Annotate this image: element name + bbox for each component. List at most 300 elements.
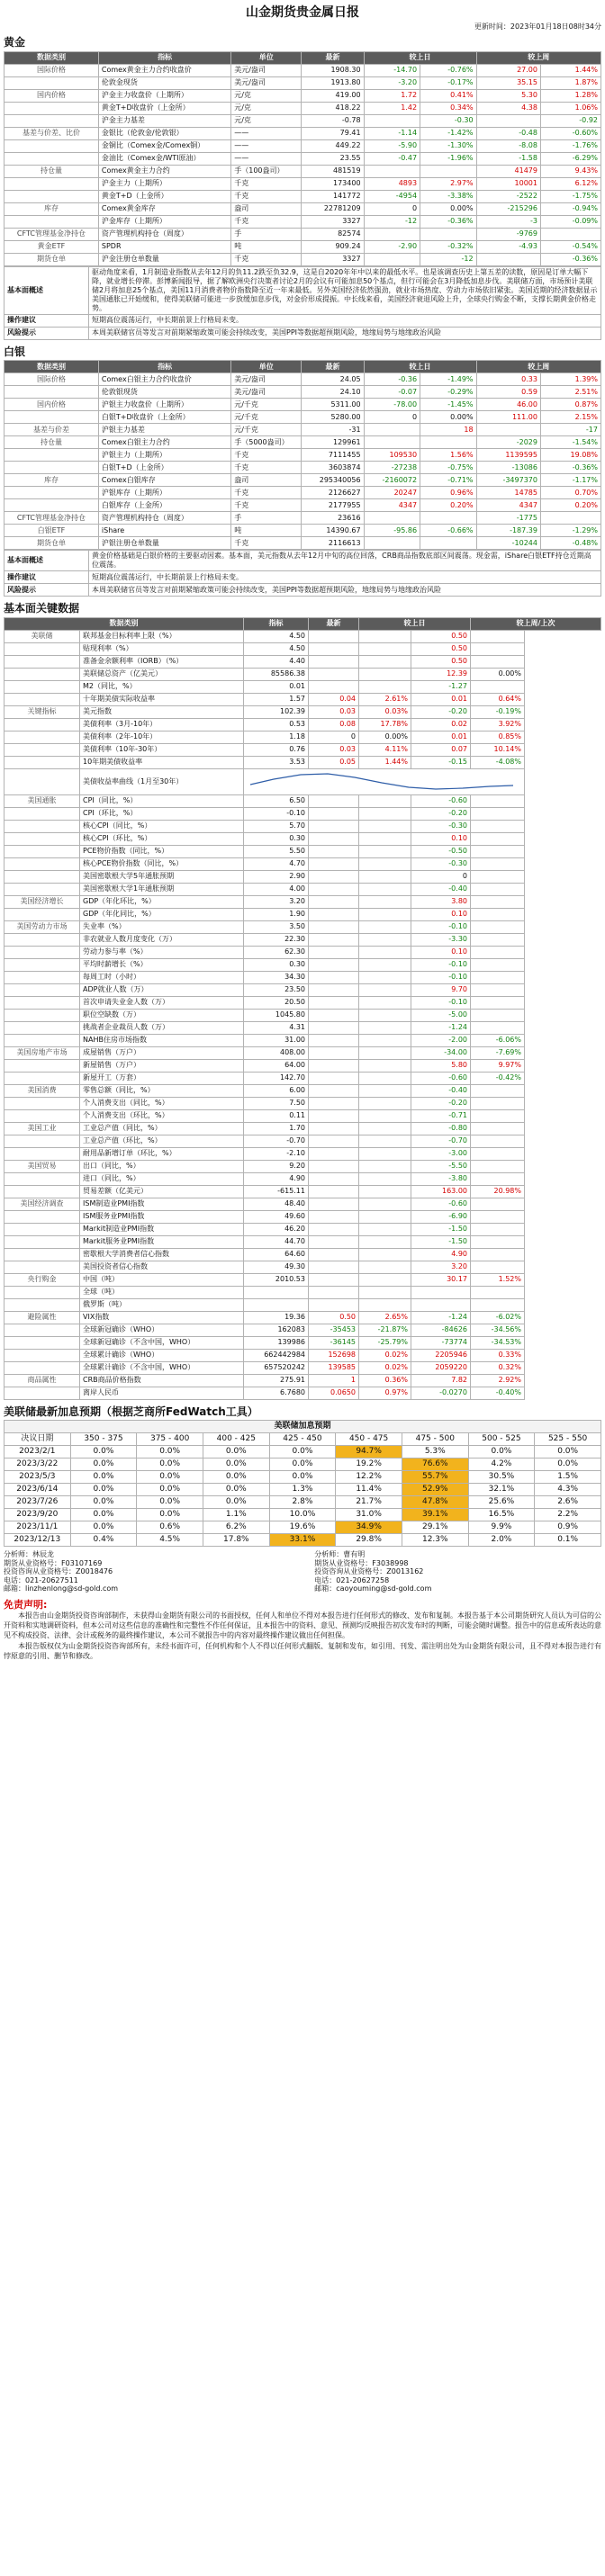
macro-cell bbox=[309, 668, 359, 680]
macro-cell bbox=[471, 630, 525, 642]
page-title: 山金期货贵金属日报 bbox=[246, 5, 359, 20]
gold-cell: 23.55 bbox=[302, 152, 364, 165]
macro-cell: -0.80 bbox=[411, 1122, 471, 1135]
silver-cell: 美元/盎司 bbox=[231, 373, 302, 386]
macro-cell bbox=[5, 1324, 80, 1336]
silver-cell: 0.33 bbox=[476, 373, 540, 386]
silver-cell: Comex白银主力合约收盘价 bbox=[98, 373, 230, 386]
gold-cell: 5.30 bbox=[476, 89, 540, 102]
macro-cell bbox=[5, 1172, 80, 1185]
macro-cell bbox=[359, 1147, 411, 1160]
silver-row bbox=[5, 462, 601, 474]
macro-cell: 个人消费支出（同比，%） bbox=[80, 1097, 244, 1109]
gold-cell: 国际价格 bbox=[5, 64, 99, 76]
macro-cell bbox=[309, 933, 359, 946]
macro-cell bbox=[5, 1298, 80, 1311]
macro-cell bbox=[309, 996, 359, 1009]
macro-cell: 0.50 bbox=[411, 655, 471, 668]
macro-cell bbox=[309, 971, 359, 983]
gold-cell: 黄金ETF bbox=[5, 240, 99, 253]
macro-cell bbox=[5, 668, 80, 680]
fed-cell: 1.5% bbox=[535, 1470, 601, 1483]
gold-row bbox=[5, 228, 601, 240]
macro-cell: -34.56% bbox=[471, 1324, 525, 1336]
contact-line: 电话：021-20627258 bbox=[314, 1575, 390, 1584]
macro-cell: 全球新冠确诊（WHO） bbox=[80, 1324, 244, 1336]
gold-cell: 千克 bbox=[231, 190, 302, 202]
macro-cell: 7.82 bbox=[411, 1374, 471, 1387]
macro-cell: -0.40% bbox=[471, 1387, 525, 1399]
macro-cell: -0.10 bbox=[411, 920, 471, 933]
fed-cell: 12.2% bbox=[336, 1470, 402, 1483]
macro-cell bbox=[5, 1361, 80, 1374]
macro-row bbox=[5, 946, 601, 958]
macro-cell bbox=[309, 1097, 359, 1109]
gold-header-1: 指标 bbox=[98, 51, 230, 64]
gold-row bbox=[5, 215, 601, 228]
silver-cell: -78.00 bbox=[364, 399, 420, 411]
macro-cell bbox=[359, 1286, 411, 1298]
macro-cell: -2.00 bbox=[411, 1034, 471, 1046]
fed-cell: 17.8% bbox=[203, 1533, 269, 1546]
gold-cell: 3327 bbox=[302, 253, 364, 265]
macro-row bbox=[5, 731, 601, 743]
macro-cell bbox=[359, 1009, 411, 1021]
contact-line: 邮箱：caoyouming@sd-gold.com bbox=[314, 1584, 432, 1593]
macro-cell bbox=[5, 1235, 80, 1248]
gold-cell: -6.29% bbox=[540, 152, 600, 165]
macro-cell bbox=[359, 1084, 411, 1097]
gold-basics-label: 基本面概述 bbox=[5, 266, 89, 314]
macro-cell: 央行购金 bbox=[5, 1273, 80, 1286]
macro-cell bbox=[309, 1160, 359, 1172]
macro-cell bbox=[359, 1135, 411, 1147]
macro-row bbox=[5, 794, 601, 807]
silver-cell: 美元/盎司 bbox=[231, 386, 302, 399]
gold-cell: -0.36% bbox=[420, 215, 477, 228]
macro-cell bbox=[5, 1349, 80, 1361]
macro-row bbox=[5, 1147, 601, 1160]
macro-cell: 4.70 bbox=[244, 857, 309, 870]
gold-cell: 千克 bbox=[231, 215, 302, 228]
silver-row bbox=[5, 424, 601, 436]
macro-cell: 0.08 bbox=[309, 718, 359, 731]
fed-row bbox=[5, 1521, 601, 1533]
macro-cell bbox=[359, 946, 411, 958]
fed-section-title: 美联储最新加息预期（根据芝商所FedWatch工具） bbox=[4, 1405, 258, 1418]
gold-cell: SPDR bbox=[98, 240, 230, 253]
gold-cell: 1.72 bbox=[364, 89, 420, 102]
macro-cell: 1.52% bbox=[471, 1273, 525, 1286]
silver-cell: 295340056 bbox=[302, 474, 364, 487]
macro-section-title: 基本面关键数据 bbox=[4, 602, 80, 615]
gold-cell: 1.28% bbox=[540, 89, 600, 102]
macro-cell: 0.30 bbox=[244, 832, 309, 845]
macro-cell bbox=[359, 1261, 411, 1273]
contact-line: 分析师：林辰龙 bbox=[4, 1549, 54, 1558]
gold-cell: -2.90 bbox=[364, 240, 420, 253]
macro-cell bbox=[309, 908, 359, 920]
macro-cell: 2205946 bbox=[411, 1349, 471, 1361]
macro-cell: -1.50 bbox=[411, 1235, 471, 1248]
macro-row bbox=[5, 1046, 601, 1059]
fed-cell: 52.9% bbox=[402, 1483, 468, 1495]
macro-cell: 1.57 bbox=[244, 693, 309, 705]
macro-row bbox=[5, 1021, 601, 1034]
fed-cell: 0.0% bbox=[70, 1495, 137, 1508]
fed-cell: 2023/2/1 bbox=[5, 1445, 71, 1458]
fed-row bbox=[5, 1508, 601, 1521]
silver-cell: -2160072 bbox=[364, 474, 420, 487]
macro-row bbox=[5, 870, 601, 883]
fed-header-4: 425 - 450 bbox=[269, 1432, 336, 1445]
macro-cell: 1.70 bbox=[244, 1122, 309, 1135]
macro-cell: 9.97% bbox=[471, 1059, 525, 1072]
macro-cell: GDP（年化同比，%） bbox=[80, 908, 244, 920]
macro-cell: 139585 bbox=[309, 1361, 359, 1374]
fed-cell: 0.0% bbox=[137, 1470, 203, 1483]
fed-cell: 0.0% bbox=[269, 1470, 336, 1483]
gold-cell: 黄金T+D收盘价（上金所） bbox=[98, 102, 230, 114]
macro-row bbox=[5, 1311, 601, 1324]
macro-cell: -84626 bbox=[411, 1324, 471, 1336]
silver-cell: 4347 bbox=[364, 499, 420, 512]
macro-cell: 22.30 bbox=[244, 933, 309, 946]
macro-cell bbox=[471, 655, 525, 668]
macro-cell: 核心CPI（环比，%） bbox=[80, 832, 244, 845]
silver-cell: 0.00% bbox=[420, 411, 477, 424]
silver-cell: 元/千克 bbox=[231, 424, 302, 436]
macro-cell bbox=[471, 1009, 525, 1021]
silver-cell: 14785 bbox=[476, 487, 540, 499]
fed-row bbox=[5, 1483, 601, 1495]
macro-cell: 0.36% bbox=[359, 1374, 411, 1387]
gold-section-title: 黄金 bbox=[4, 36, 26, 49]
macro-cell: 中国（吨） bbox=[80, 1273, 244, 1286]
macro-cell: 3.20 bbox=[244, 895, 309, 908]
fed-cell: 11.4% bbox=[336, 1483, 402, 1495]
macro-cell: 4.50 bbox=[244, 642, 309, 655]
macro-cell: -5.00 bbox=[411, 1009, 471, 1021]
macro-cell: 美元指数 bbox=[80, 705, 244, 718]
silver-cell: 109530 bbox=[364, 449, 420, 462]
silver-cell bbox=[364, 436, 420, 449]
fed-cell: 0.0% bbox=[269, 1458, 336, 1470]
gold-cell: 1.44% bbox=[540, 64, 600, 76]
gold-cell: 沪金主力（上期所） bbox=[98, 177, 230, 190]
silver-cell: -2029 bbox=[476, 436, 540, 449]
gold-cell: -0.78 bbox=[302, 114, 364, 127]
fed-cell: 0.0% bbox=[137, 1445, 203, 1458]
macro-cell: 成屋销售（万户） bbox=[80, 1046, 244, 1059]
gold-cell: 美元/盎司 bbox=[231, 64, 302, 76]
silver-cell: 白银T+D收盘价（上金所） bbox=[98, 411, 230, 424]
macro-cell: 全球累计确诊（WHO） bbox=[80, 1349, 244, 1361]
gold-table bbox=[4, 51, 601, 266]
silver-cell: 吨 bbox=[231, 525, 302, 537]
fed-cell: 5.3% bbox=[402, 1445, 468, 1458]
macro-cell bbox=[359, 971, 411, 983]
disclaimer-title: 免责声明: bbox=[4, 1598, 48, 1611]
macro-cell: 7.50 bbox=[244, 1097, 309, 1109]
macro-cell: 零售总额（同比，%） bbox=[80, 1084, 244, 1097]
macro-cell bbox=[471, 1248, 525, 1261]
macro-cell bbox=[5, 642, 80, 655]
macro-cell bbox=[411, 1286, 471, 1298]
silver-cell: 0.59 bbox=[476, 386, 540, 399]
silver-row bbox=[5, 373, 601, 386]
gold-cell: 2.97% bbox=[420, 177, 477, 190]
disclaimer-body bbox=[4, 1611, 601, 1661]
silver-cell: -0.36 bbox=[364, 373, 420, 386]
macro-cell bbox=[359, 1059, 411, 1072]
fed-header-8: 525 - 550 bbox=[535, 1432, 601, 1445]
silver-cell: 46.00 bbox=[476, 399, 540, 411]
macro-cell: 首次申请失业金人数（万） bbox=[80, 996, 244, 1009]
gold-cell: 元/克 bbox=[231, 114, 302, 127]
silver-cell bbox=[5, 449, 99, 462]
macro-cell: 0.33% bbox=[471, 1349, 525, 1361]
gold-cell bbox=[5, 190, 99, 202]
gold-cell bbox=[5, 177, 99, 190]
macro-row bbox=[5, 1059, 601, 1072]
macro-cell bbox=[359, 1273, 411, 1286]
gold-cell: 449.22 bbox=[302, 139, 364, 152]
gold-cell: -0.17% bbox=[420, 76, 477, 89]
macro-cell: 核心PCE物价指数（同比，%） bbox=[80, 857, 244, 870]
fed-cell: 0.0% bbox=[70, 1508, 137, 1521]
macro-cell: 102.39 bbox=[244, 705, 309, 718]
macro-cell: -0.60 bbox=[411, 1072, 471, 1084]
macro-cell: 0.50 bbox=[411, 630, 471, 642]
macro-cell: 非农就业人数月度变化（万） bbox=[80, 933, 244, 946]
silver-cell: 白银ETF bbox=[5, 525, 99, 537]
macro-cell bbox=[309, 870, 359, 883]
report-page bbox=[0, 5, 605, 1661]
macro-cell: 每周工时（小时） bbox=[80, 971, 244, 983]
macro-cell: 0.01 bbox=[244, 680, 309, 693]
macro-cell: 挑战者企业裁员人数（万） bbox=[80, 1021, 244, 1034]
fed-header-5: 450 - 475 bbox=[336, 1432, 402, 1445]
gold-cell: 1.87% bbox=[540, 76, 600, 89]
macro-cell: ISM制造业PMI指数 bbox=[80, 1198, 244, 1210]
macro-cell bbox=[309, 1072, 359, 1084]
gold-basics-text: 驱动角度来看，1月制造业指数从去年12月的负11.2跌至负32.9，这是自2020年年中以来的最低水平。也是该调查历史上第五差的读数，原因是订单大幅下降，就业增长停滞。彭博新闻报导，据了解欧洲央行决策者讨论2月的会议有可能加息50个基点，但行可能会在3月降低加息步伐。美联储方面，市场预计美联储2月将加息25个基点，美国11月消费者物价指数降至近一年来最低。另外美国经济依然强劲，就业市场热度、劳动力市场依旧紧张。美国近期的经济数据显示美国通胀已开始缓和，使得美联储可能进一步放缓加息步伐，对金价形成提振。中长线来看，美国经济衰退风险上升，全球央行购金不断，支撑长期黄金价格走势。 bbox=[89, 266, 601, 314]
macro-cell: 美国消费 bbox=[5, 1084, 80, 1097]
macro-cell bbox=[5, 1147, 80, 1160]
macro-cell: 美国通胀 bbox=[5, 794, 80, 807]
fed-cell: 30.5% bbox=[468, 1470, 535, 1483]
macro-cell: 0.53 bbox=[244, 718, 309, 731]
macro-cell: -2.10 bbox=[244, 1147, 309, 1160]
macro-row bbox=[5, 908, 601, 920]
macro-cell bbox=[309, 983, 359, 996]
macro-cell: 44.70 bbox=[244, 1235, 309, 1248]
silver-cell bbox=[5, 499, 99, 512]
macro-cell bbox=[244, 1298, 309, 1311]
macro-row bbox=[5, 1361, 601, 1374]
macro-cell: 275.91 bbox=[244, 1374, 309, 1387]
macro-cell: 657520242 bbox=[244, 1361, 309, 1374]
macro-cell bbox=[5, 832, 80, 845]
gold-cell: 1913.80 bbox=[302, 76, 364, 89]
gold-cell: -0.32% bbox=[420, 240, 477, 253]
silver-cell bbox=[5, 462, 99, 474]
gold-cell: -0.30 bbox=[420, 114, 477, 127]
macro-cell: 0.11 bbox=[244, 1109, 309, 1122]
fed-header-1: 350 - 375 bbox=[70, 1432, 137, 1445]
gold-cell: 国内价格 bbox=[5, 89, 99, 102]
macro-cell: 30.17 bbox=[411, 1273, 471, 1286]
macro-cell: 0.07 bbox=[411, 743, 471, 756]
gold-cell: 419.00 bbox=[302, 89, 364, 102]
macro-row bbox=[5, 1009, 601, 1021]
macro-cell bbox=[471, 1160, 525, 1172]
macro-cell bbox=[471, 908, 525, 920]
macro-cell: 0.97% bbox=[359, 1387, 411, 1399]
macro-cell: -4.08% bbox=[471, 756, 525, 768]
contact-line: 投资咨询从业资格号：Z0018476 bbox=[4, 1567, 113, 1576]
macro-cell: 6.50 bbox=[244, 794, 309, 807]
macro-cell: -25.79% bbox=[359, 1336, 411, 1349]
silver-strategy-label: 操作建议 bbox=[5, 571, 89, 584]
gold-row bbox=[5, 165, 601, 177]
macro-cell bbox=[359, 1198, 411, 1210]
macro-row bbox=[5, 756, 601, 768]
silver-row bbox=[5, 525, 601, 537]
macro-row bbox=[5, 857, 601, 870]
macro-row bbox=[5, 971, 601, 983]
macro-row bbox=[5, 1109, 601, 1122]
gold-cell: -1.58 bbox=[476, 152, 540, 165]
macro-cell: Markit制造业PMI指数 bbox=[80, 1223, 244, 1235]
gold-cell: 0.34% bbox=[420, 102, 477, 114]
gold-cell: 手 bbox=[231, 228, 302, 240]
macro-cell: 俄罗斯（吨） bbox=[80, 1298, 244, 1311]
macro-cell bbox=[359, 857, 411, 870]
gold-header-4: 较上日 bbox=[364, 51, 476, 64]
silver-cell bbox=[5, 386, 99, 399]
fed-header-7: 500 - 525 bbox=[468, 1432, 535, 1445]
macro-cell: 美国经济调查 bbox=[5, 1198, 80, 1210]
macro-cell: 0.00% bbox=[471, 668, 525, 680]
macro-cell: -21.87% bbox=[359, 1324, 411, 1336]
silver-cell: -10244 bbox=[476, 537, 540, 550]
gold-cell: -2522 bbox=[476, 190, 540, 202]
macro-cell: 3.20 bbox=[411, 1261, 471, 1273]
macro-cell bbox=[471, 794, 525, 807]
gold-cell: -0.76% bbox=[420, 64, 477, 76]
macro-cell: 0.76 bbox=[244, 743, 309, 756]
macro-cell bbox=[471, 883, 525, 895]
silver-basics-text: 黄金价格基础是白银价格的主要驱动因素。基本面，美元指数从去年12月中旬的高位回落，CRB商品指数底部区间震荡。现金需，iShare白银ETF持仓近期高位震荡。 bbox=[89, 551, 601, 571]
macro-cell bbox=[471, 983, 525, 996]
macro-row bbox=[5, 1084, 601, 1097]
macro-cell bbox=[5, 1248, 80, 1261]
macro-cell: 64.60 bbox=[244, 1248, 309, 1261]
silver-cell: 沪银主力（上期所） bbox=[98, 449, 230, 462]
macro-cell: 劳动力参与率（%） bbox=[80, 946, 244, 958]
fed-cell: 2023/7/26 bbox=[5, 1495, 71, 1508]
fed-row bbox=[5, 1458, 601, 1470]
gold-cell bbox=[476, 114, 540, 127]
macro-cell: 163.00 bbox=[411, 1185, 471, 1198]
gold-cell: -1.76% bbox=[540, 139, 600, 152]
macro-cell: 5.80 bbox=[411, 1059, 471, 1072]
macro-cell bbox=[359, 908, 411, 920]
macro-cell bbox=[411, 1298, 471, 1311]
macro-cell: 5.70 bbox=[244, 820, 309, 832]
gold-cell: 盎司 bbox=[231, 202, 302, 215]
macro-cell: 2.90 bbox=[244, 870, 309, 883]
fed-cell: 2023/3/22 bbox=[5, 1458, 71, 1470]
gold-cell bbox=[364, 253, 420, 265]
gold-cell: -0.94% bbox=[540, 202, 600, 215]
gold-cell: 吨 bbox=[231, 240, 302, 253]
macro-row bbox=[5, 1336, 601, 1349]
macro-cell: 4.11% bbox=[359, 743, 411, 756]
gold-cell bbox=[420, 228, 477, 240]
silver-cell: 元/千克 bbox=[231, 411, 302, 424]
macro-cell bbox=[471, 680, 525, 693]
macro-cell bbox=[5, 933, 80, 946]
macro-row bbox=[5, 1387, 601, 1399]
macro-cell bbox=[471, 946, 525, 958]
silver-cell: 7111455 bbox=[302, 449, 364, 462]
silver-cell: 沪银主力收盘价（上期所） bbox=[98, 399, 230, 411]
contacts bbox=[4, 1550, 601, 1593]
silver-header-1: 指标 bbox=[98, 361, 230, 373]
macro-cell: 全球新冠确诊（不含中国，WHO） bbox=[80, 1336, 244, 1349]
silver-cell: -1.54% bbox=[540, 436, 600, 449]
silver-cell: -1.49% bbox=[420, 373, 477, 386]
fed-table bbox=[4, 1420, 601, 1547]
fed-cell: 19.6% bbox=[269, 1521, 336, 1533]
macro-cell bbox=[5, 820, 80, 832]
gold-cell: 库存 bbox=[5, 202, 99, 215]
silver-cell: -1775 bbox=[476, 512, 540, 525]
silver-cell: 20247 bbox=[364, 487, 420, 499]
macro-cell: 20.50 bbox=[244, 996, 309, 1009]
contact-line: 投资咨询从业资格号：Z0013162 bbox=[314, 1567, 424, 1576]
macro-cell bbox=[471, 1084, 525, 1097]
macro-row bbox=[5, 630, 601, 642]
macro-cell bbox=[309, 820, 359, 832]
macro-row bbox=[5, 1034, 601, 1046]
macro-cell bbox=[359, 630, 411, 642]
disclaimer-paragraph: 本报告版权仅为山金期货投资咨询部所有，未经书面许可，任何机构和个人不得以任何形式翻版、复制和发布，如引用、刊发、需注明出处为山金期货有限公司，且不得对本报告进行有悖原意的引用、删节和修改。 bbox=[4, 1641, 601, 1660]
macro-cell: 4.40 bbox=[244, 655, 309, 668]
gold-cell: -0.09% bbox=[540, 215, 600, 228]
fed-row bbox=[5, 1495, 601, 1508]
yield-curve-label: 美债收益率曲线（1月至30年） bbox=[80, 768, 244, 794]
silver-cell: 期货仓单 bbox=[5, 537, 99, 550]
silver-cell: -1.45% bbox=[420, 399, 477, 411]
gold-cell: 千克 bbox=[231, 253, 302, 265]
gold-cell: -0.48 bbox=[476, 127, 540, 139]
fed-cell: 39.1% bbox=[402, 1508, 468, 1521]
macro-header-2: 最新 bbox=[309, 617, 359, 630]
macro-cell: 0 bbox=[411, 870, 471, 883]
silver-cell: 白银T+D（上金所） bbox=[98, 462, 230, 474]
macro-cell: -0.60 bbox=[411, 794, 471, 807]
macro-cell bbox=[5, 1286, 80, 1298]
contact-line: 期货从业资格号：F3038998 bbox=[314, 1558, 409, 1567]
silver-cell: 4347 bbox=[476, 499, 540, 512]
macro-cell bbox=[309, 895, 359, 908]
macro-cell: 美债利率（3月-10年） bbox=[80, 718, 244, 731]
macro-cell: 美债利率（2年-10年） bbox=[80, 731, 244, 743]
